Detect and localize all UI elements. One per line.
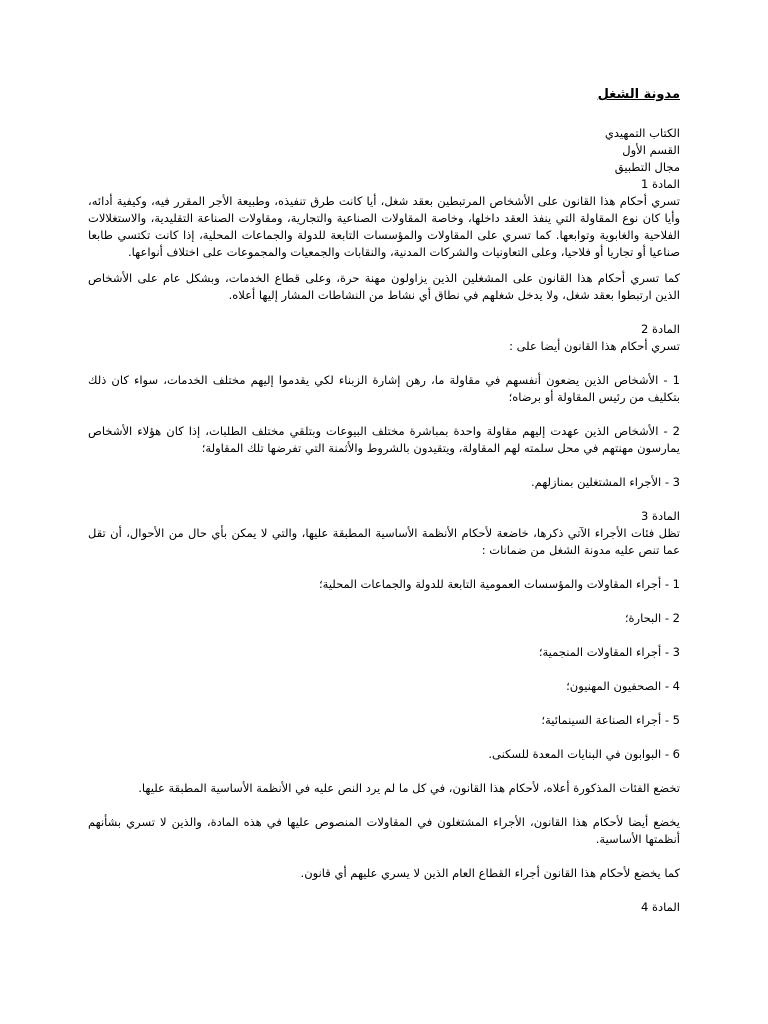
article-2-intro: تسري أحكام هذا القانون أيضا على : — [509, 339, 680, 353]
article-1-paragraph-2: كما تسري أحكام هذا القانون على المشغلين الذين يزاولون مهنة حرة، وعلى قطاع الخدمات، وبشكل عام على الأشخاص الذين ارتبطوا بعقد شغل، ولا يدخل شغلهم في نطاق أي نشاط من النشاطات المشار إليها أعلاه. — [88, 271, 680, 302]
article-3-item-1: 1 - أجراء المقاولات والمؤسسات العمومية التابعة للدولة والجماعات المحلية؛ — [319, 577, 680, 591]
article-1-label: المادة 1 — [641, 177, 680, 191]
heading-section: القسم الأول — [622, 143, 680, 157]
article-3-intro: تظل فئات الأجراء الآتي ذكرها، خاضعة لأحكام الأنظمة الأساسية المطبقة عليها، والتي لا يمكن بأي حال من الأحوال، أن تقل عما تنص عليه مدونة الشغل من ضمانات : — [88, 526, 680, 557]
article-3-item-5: 5 - أجراء الصناعة السينمائية؛ — [541, 713, 680, 727]
article-3-item-2: 2 - البحارة؛ — [624, 611, 680, 625]
heading-book: الكتاب التمهيدي — [604, 126, 680, 140]
article-3-paragraph-after-1: تخضع الفئات المذكورة أعلاه، لأحكام هذا القانون، في كل ما لم يرد النص عليه في الأنظمة الأساسية المطبقة عليها. — [138, 781, 680, 795]
article-3-paragraph-after-3: كما يخضع لأحكام هذا القانون أجراء القطاع العام الذين لا يسري عليهم أي قانون. — [300, 866, 680, 880]
article-3-item-3: 3 - أجراء المقاولات المنجمية؛ — [538, 645, 680, 659]
article-2-item-3: 3 - الأجراء المشتغلين بمنازلهم. — [530, 475, 680, 489]
article-2-item-1: 1 - الأشخاص الذين يضعون أنفسهم في مقاولة ما، رهن إشارة الزبناء لكي يقدموا إليهم مختلف الخدمات، سواء كان ذلك بتكليف من رئيس المقاولة أو برضاه؛ — [88, 373, 680, 404]
article-2-item-2: 2 - الأشخاص الذين عهدت إليهم مقاولة واحدة بمباشرة مختلف البيوعات وبتلقي مختلف الطلبات، إذا كان هؤلاء الأشخاص يمارسون مهنتهم في محل سلمته لهم المقاولة، ويتقيدون بالشروط والأثمنة التي تفرضها تلك المقاولة؛ — [88, 424, 680, 455]
heading-scope: مجال التطبيق — [614, 160, 680, 174]
article-3-label: المادة 3 — [641, 509, 680, 523]
article-4-label: المادة 4 — [641, 900, 680, 914]
document-title: مدونة الشغل — [597, 87, 680, 102]
article-1-paragraph-1: تسري أحكام هذا القانون على الأشخاص المرتبطين بعقد شغل، أيا كانت طرق تنفيذه، وطبيعة الأجر المقرر فيه، وكيفية أدائه، وأيا كان نوع المقاولة التي ينفذ العقد داخلها، وخاصة المقاولات الصناعية والتجارية، ومقاولات الصناعة التقليدية، والاستغلالات الفلاحية والغابوية وتوابعها. كما تسري على المقاولات والمؤسسات التابعة للدولة والجماعات المحلية، إذا كانت تكتسي طابعا صناعيا أو تجاريا أو فلاحيا، وعلى التعاونيات والشركات المدنية، والنقابات والجمعيات والمجموعات على اختلاف أنواعها. — [88, 194, 680, 259]
article-3-paragraph-after-2: يخضع أيضا لأحكام هذا القانون، الأجراء المشتغلون في المقاولات المنصوص عليها في هذه المادة، والذين لا تسري بشأنهم أنظمتها الأساسية. — [88, 815, 680, 846]
article-3-item-6: 6 - البوابون في البنايات المعدة للسكنى. — [488, 747, 680, 761]
article-3-item-4: 4 - الصحفيون المهنيون؛ — [566, 679, 680, 693]
article-2-label: المادة 2 — [641, 322, 680, 336]
